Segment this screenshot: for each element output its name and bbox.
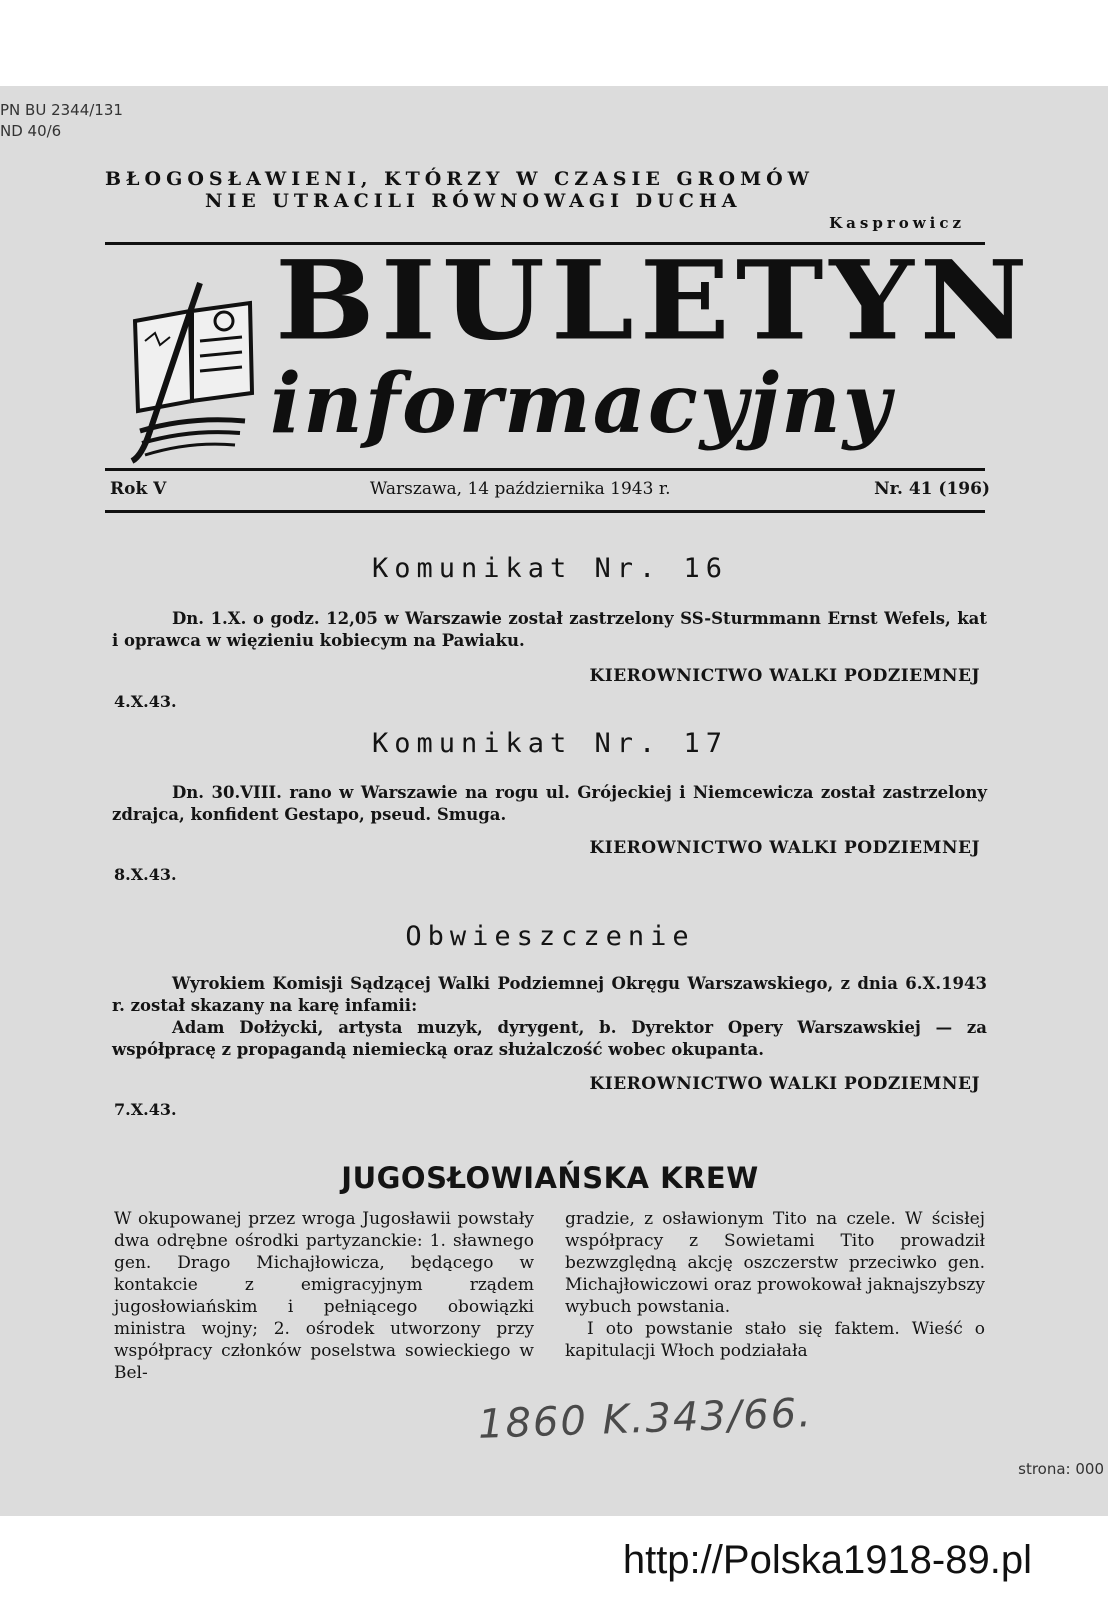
- dateline-bottom-rule: [105, 510, 985, 513]
- komunikat-17-title: Komunikat Nr. 17: [371, 728, 729, 759]
- article-column-left: W okupowanej przez wroga Jugosławii powstały dwa odrębne ośrodki partyzanckie: 1. sławnego gen. Drago Michajłowicza, będącego w kontakcie z emigracyjnym rządem jugosłowiańskim i pełniącego obowiązki ministra wojny; 2. ośrodek utworzony przy współpracy członków poselstwa sowieckiego w Bel-: [114, 1209, 534, 1383]
- komunikat-16-title: Komunikat Nr. 16: [371, 553, 729, 584]
- komunikat-17-signature: KIEROWNICTWO WALKI PODZIEMNEJ: [589, 838, 980, 858]
- year-label: Rok V: [110, 479, 167, 499]
- komunikat-16-date: 4.X.43.: [114, 692, 177, 711]
- masthead-bottom-rule: [105, 468, 985, 471]
- article-col2-part-1: gradzie, z osławionym Tito na czele. W ścisłej współpracy z Sowietami Tito prowadził bezwzględną akcję oszczerstw przeciwko gen. Michajłowiczowi oraz prowokował jaknajszybszy wybuch powstania.: [565, 1209, 985, 1317]
- page-label: strona: 000: [1018, 1460, 1104, 1478]
- masthead-title: BIULETYN: [275, 236, 1034, 365]
- masthead-subtitle: informacyjny: [270, 356, 893, 452]
- archive-line-2: ND 40/6: [0, 122, 62, 140]
- article-title: JUGOSŁOWIAŃSKA KREW: [341, 1161, 759, 1195]
- archive-line-1: PN BU 2344/131: [0, 101, 123, 119]
- book-quill-logo-icon: [120, 281, 270, 471]
- archive-stamp: [0, 100, 123, 142]
- motto-line-1: BŁOGOSŁAWIENI, KTÓRZY W CZASIE GROMÓW: [105, 168, 814, 190]
- issue-number: Nr. 41 (196): [874, 479, 990, 499]
- dateline: [110, 479, 990, 499]
- obwieszczenie-signature: KIEROWNICTWO WALKI PODZIEMNEJ: [589, 1074, 980, 1094]
- komunikat-17-body: Dn. 30.VIII. rano w Warszawie na rogu ul. Grójeckiej i Niemcewicza został zastrzelony zdrajca, konfident Gestapo, pseud. Smuga.: [112, 783, 987, 824]
- komunikat-16-signature: KIEROWNICTWO WALKI PODZIEMNEJ: [589, 666, 980, 686]
- place-date: Warszawa, 14 października 1943 r.: [369, 479, 671, 499]
- footer-url: http://Polska1918-89.pl: [622, 1538, 1032, 1582]
- obwieszczenie-body-1: Wyrokiem Komisji Sądzącej Walki Podziemnej Okręgu Warszawskiego, z dnia 6.X.1943 r. został skazany na karę infamii:: [112, 974, 987, 1015]
- motto: [105, 168, 985, 234]
- motto-author: Kasprowicz: [829, 214, 965, 232]
- scanned-page: [0, 86, 1108, 1516]
- article-col2-part-2: I oto powstanie stało się faktem. Wieść o kapitulacji Włoch podziałała: [565, 1319, 985, 1361]
- komunikat-16-body: Dn. 1.X. o godz. 12,05 w Warszawie został zastrzelony SS-Sturmmann Ernst Wefels, kat i oprawca w więzieniu kobiecym na Pawiaku.: [112, 609, 987, 650]
- komunikat-17-date: 8.X.43.: [114, 865, 177, 884]
- article-column-right: [565, 1208, 985, 1362]
- obwieszczenie-body-2: Adam Dołżycki, artysta muzyk, dyrygent, b. Dyrektor Opery Warszawskiej — za współpracę z propagandą niemiecką oraz służalczość wobec okupanta.: [112, 1018, 987, 1059]
- obwieszczenie-date: 7.X.43.: [114, 1100, 177, 1119]
- obwieszczenie-title: Obwieszczenie: [405, 921, 695, 952]
- handwritten-note: 1860 K.343/66.: [477, 1390, 814, 1448]
- motto-line-2: NIE UTRACILI RÓWNOWAGI DUCHA: [205, 190, 742, 212]
